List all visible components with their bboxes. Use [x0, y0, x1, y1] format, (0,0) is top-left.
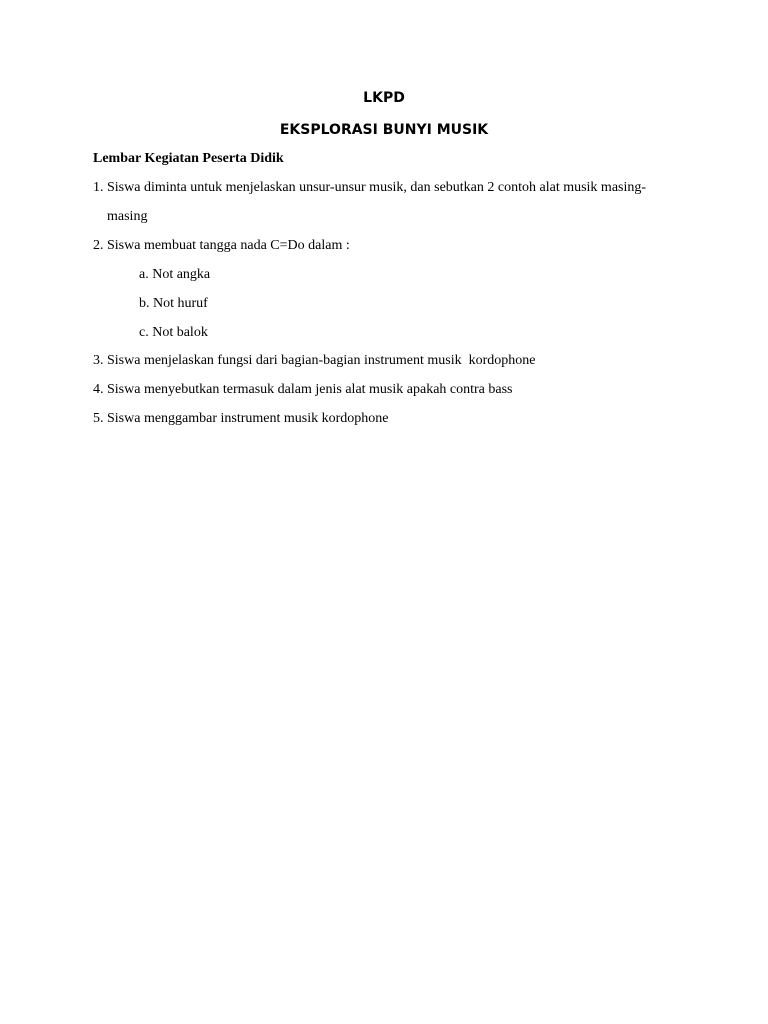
item-text: Siswa diminta untuk menjelaskan unsur-unsur musik, dan sebutkan 2 contoh alat musik masing-: [107, 180, 647, 195]
document-subtitle: EKSPLORASI BUNYI MUSIK: [279, 122, 489, 138]
item-text: Siswa membuat tangga nada C=Do dalam :: [107, 238, 350, 253]
list-item-4: [93, 381, 513, 399]
item-number: 3.: [93, 353, 104, 368]
list-item-2: [93, 237, 350, 255]
section-heading: Lembar Kegiatan Peserta Didik: [93, 151, 284, 166]
sub-item-letter: b.: [139, 296, 150, 311]
document-title: LKPD: [363, 90, 405, 106]
sub-item-letter: a.: [139, 267, 149, 282]
list-item-5: [93, 410, 389, 428]
sub-item-text: Not huruf: [153, 296, 208, 311]
sub-item-letter: c.: [139, 325, 149, 340]
item-number: 5.: [93, 411, 104, 426]
item-number: 2.: [93, 238, 104, 253]
sub-item-text: Not balok: [152, 325, 208, 340]
item-text: Siswa menggambar instrument musik kordophone: [107, 411, 389, 426]
item-text: Siswa menyebutkan termasuk dalam jenis alat musik apakah contra bass: [107, 382, 513, 397]
sub-item-text: Not angka: [152, 267, 211, 282]
sub-item-a: [139, 266, 210, 284]
sub-item-b: [139, 295, 208, 313]
item-number: 1.: [93, 180, 104, 195]
item-text: Siswa menjelaskan fungsi dari bagian-bagian instrument musik kordophone: [107, 353, 536, 368]
item-number: 4.: [93, 382, 104, 397]
list-item-1: [93, 179, 646, 197]
list-item-1-continuation: masing: [107, 209, 148, 224]
sub-item-c: [139, 324, 208, 342]
list-item-3: [93, 352, 535, 370]
